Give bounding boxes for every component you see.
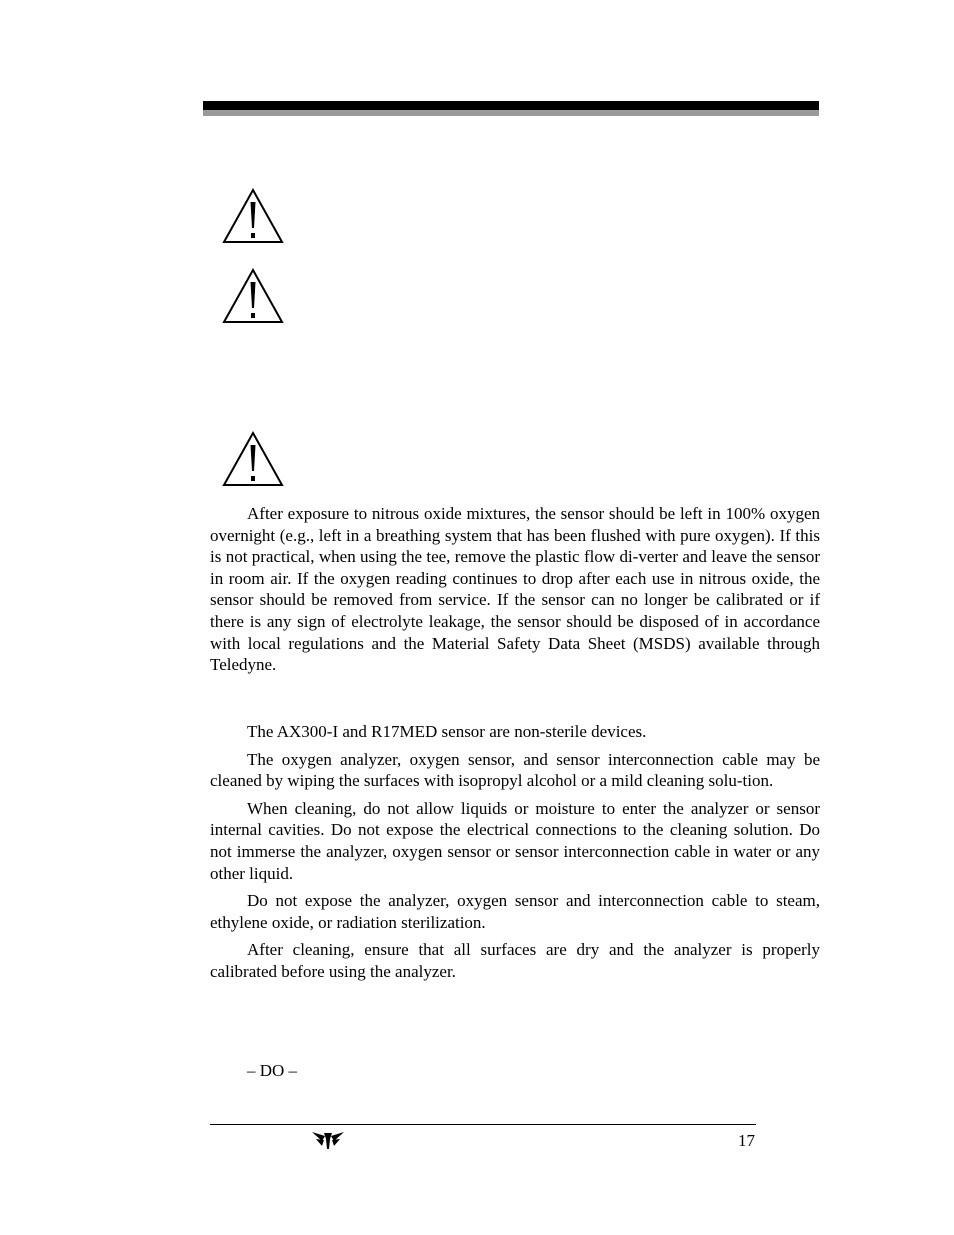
cleaning-paragraph: Do not expose the analyzer, oxygen sensor and interconnection cable to steam, ethylene oxide, or radiation sterilization. [210,891,820,932]
page-number: 17 [738,1131,755,1150]
footer-rule [210,1124,756,1125]
header-rule-shadow [203,110,819,116]
cleaning-section [210,721,820,983]
warning-triangle-icon [222,188,284,244]
teledyne-logo-icon [310,1129,346,1151]
nitrous-oxide-paragraph: After exposure to nitrous oxide mixtures, the sensor should be left in 100% oxygen overnight (e.g., left in a breathing system that has been flushed with pure oxygen). If this is not practical, when using the tee, remove the plastic flow di-verter and leave the sensor in room air. If the oxygen reading continues to drop after each use in nitrous oxide, the sensor should be removed from service. If the sensor can no longer be calibrated or if there is any sign of electrolyte leakage, the sensor should be disposed of in accordance with local regulations and the Material Safety Data Sheet (MSDS) available through Teledyne. [210,504,820,675]
cleaning-paragraph: After cleaning, ensure that all surfaces are dry and the analyzer is properly calibrated before using the analyzer. [210,940,820,981]
warning-triangle-icon [222,431,284,487]
cleaning-paragraph: The AX300-I and R17MED sensor are non-sterile devices. [247,722,647,741]
nitrous-oxide-section [210,503,820,676]
cleaning-paragraph: When cleaning, do not allow liquids or moisture to enter the analyzer or sensor internal cavities. Do not expose the electrical connections to the cleaning solution. Do not immerse the analyzer, oxygen sensor or sensor interconnection cable in water or any other liquid. [210,798,820,883]
warning-triangle-icon [222,268,284,324]
do-heading: – DO – [247,1061,298,1080]
header-rule [203,101,819,110]
cleaning-paragraph: The oxygen analyzer, oxygen sensor, and sensor interconnection cable may be cleaned by wiping the surfaces with isopropyl alcohol or a mild cleaning solu-tion. [210,749,820,791]
